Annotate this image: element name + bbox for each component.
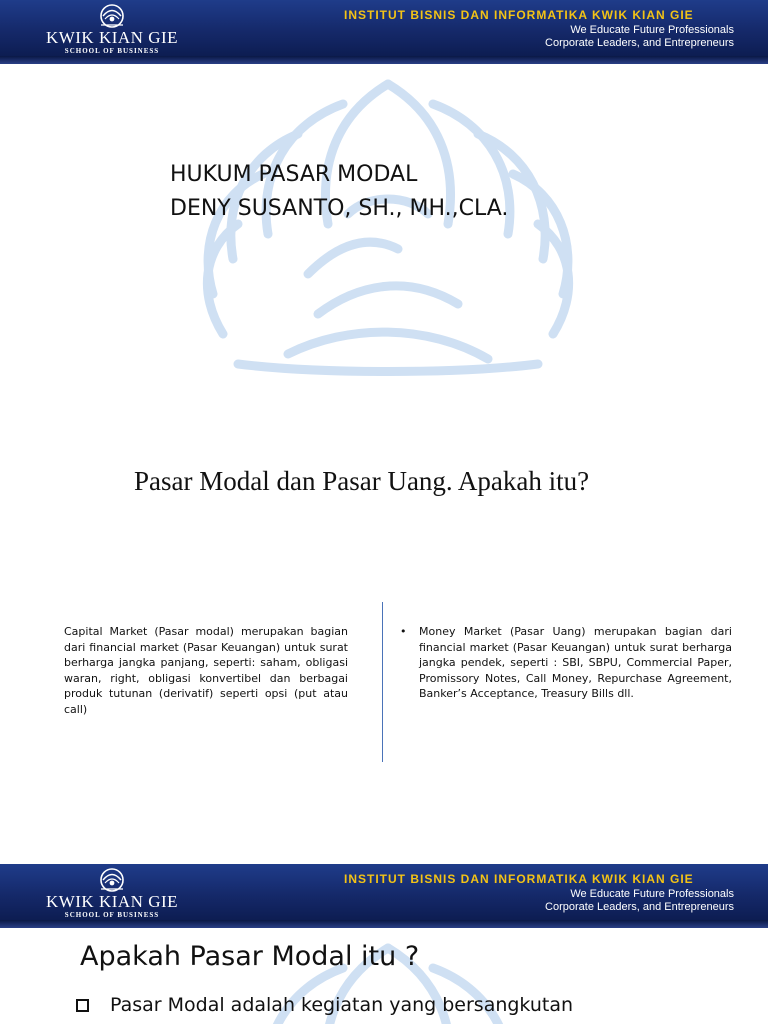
checkbox-bullet-icon [76,999,89,1012]
money-market-text: Money Market (Pasar Uang) merupakan bagian dari financial market (Pasar Keuangan) untuk surat berharga jangka pendek, seperti : SBI, SBPU, Commercial Paper, Promissory Notes, Call Money, Repurchase Agreement, Banker’s Acceptance, Treasury Bills dll. [419,625,732,700]
tagline-line-1: We Educate Future Professionals [570,24,734,36]
logo-name: KWIK KIAN GIE [45,28,179,47]
kwik-kian-gie-logo [36,3,188,55]
logo-name: KWIK KIAN GIE [45,892,179,911]
header-stripe [0,920,768,928]
garuda-watermark [168,74,608,384]
capital-market-text: Capital Market (Pasar modal) merupakan bagian dari financial market (Pasar Keuangan) untuk surat berharga jangka panjang, seperti: saham, obligasi waran, right, obligasi konvertibel dan berbagai produk tutunan (derivatif) seperti opsi (put atau call) [64,625,348,716]
tagline-line-1: We Educate Future Professionals [570,888,734,900]
definition-text: Pasar Modal adalah kegiatan yang bersangkutan [110,994,574,1016]
money-market-block [400,624,732,702]
column-divider [382,602,383,762]
slide-heading: Pasar Modal dan Pasar Uang. Apakah itu? [134,466,590,496]
institution-name: INSTITUT BISNIS DAN INFORMATIKA KWIK KIAN GIE [344,872,694,886]
header-banner [0,0,768,56]
garuda-logo-icon [94,3,130,29]
bullet-dot: • [400,625,407,638]
institution-name: INSTITUT BISNIS DAN INFORMATIKA KWIK KIAN GIE [344,8,694,22]
slide-heading: Apakah Pasar Modal itu ? [80,941,420,972]
course-title: HUKUM PASAR MODAL [170,162,418,187]
slide-pasar-modal-uang [0,434,768,848]
tagline-line-2: Corporate Leaders, and Entrepreneurs [545,901,734,913]
tagline-line-2: Corporate Leaders, and Entrepreneurs [545,37,734,49]
slide-title [0,0,768,418]
lecturer-name: DENY SUSANTO, SH., MH.,CLA. [170,196,509,221]
header-banner [0,864,768,920]
logo-subtitle: SCHOOL OF BUSINESS [64,911,160,919]
header-stripe [0,56,768,64]
slide-apakah-pasar-modal [0,864,768,1024]
slide-title-text [170,158,508,226]
kwik-kian-gie-logo [36,867,188,919]
logo-subtitle: SCHOOL OF BUSINESS [64,47,160,55]
garuda-logo-icon [94,867,130,893]
